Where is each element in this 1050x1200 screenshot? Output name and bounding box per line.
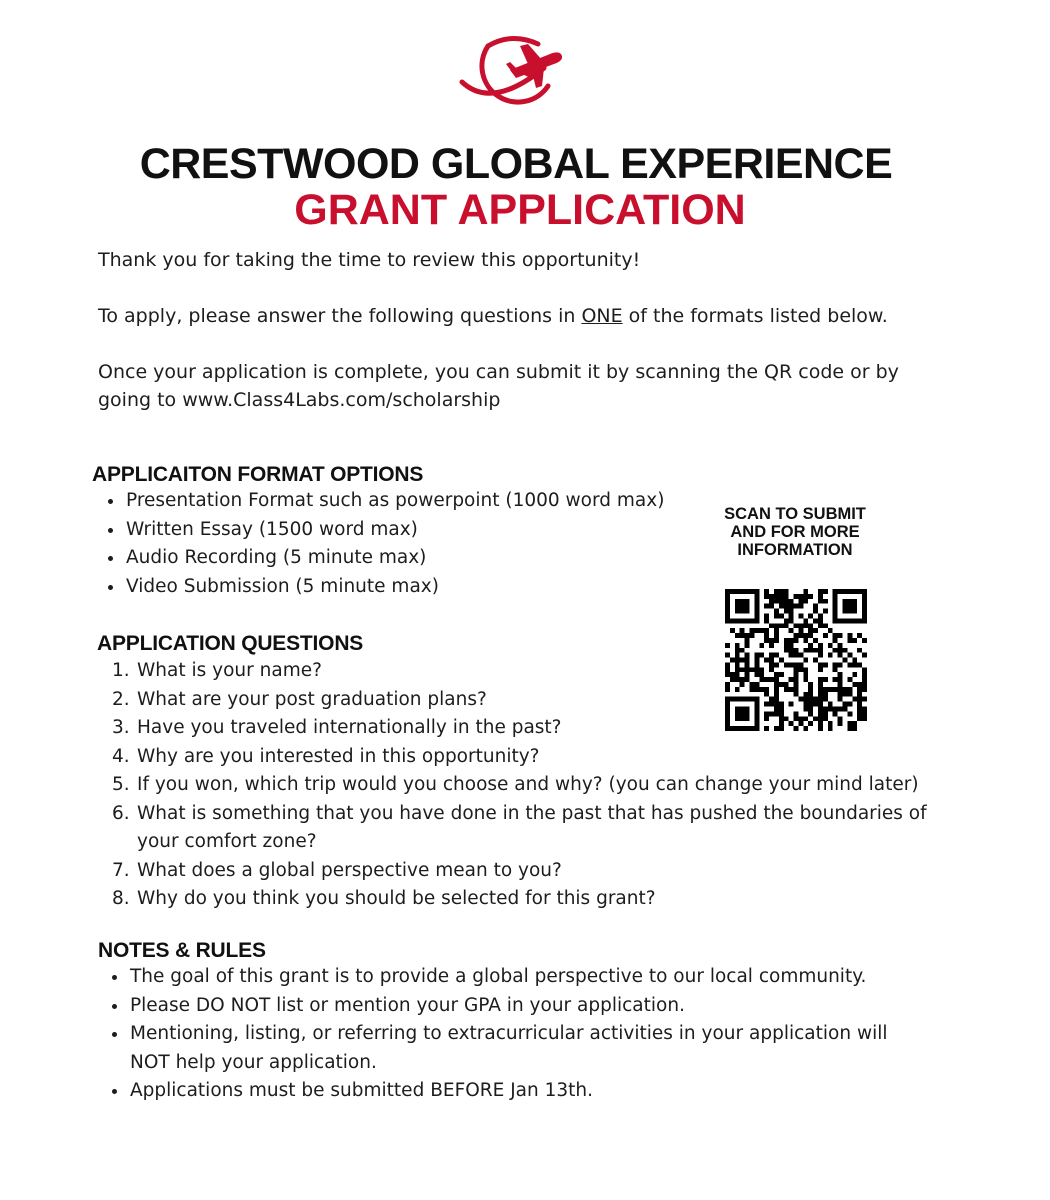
notes-heading: NOTES & RULES bbox=[98, 939, 266, 962]
intro-submit: Once your application is complete, you can submit it by scanning the QR code or by going to www.Class4Labs.com/scholarship bbox=[98, 361, 899, 411]
apply-text-before: To apply, please answer the following questions in bbox=[98, 305, 582, 327]
list-item: Presentation Format such as powerpoint (1000 word max) bbox=[104, 487, 704, 516]
list-item: The goal of this grant is to provide a global perspective to our local community. bbox=[108, 963, 928, 992]
intro-thanks: Thank you for taking the time to review this opportunity! bbox=[98, 249, 641, 271]
intro-apply bbox=[98, 302, 968, 330]
question-item bbox=[112, 771, 942, 800]
format-options-heading: APPLICAITON FORMAT OPTIONS bbox=[92, 463, 424, 486]
question-item bbox=[112, 714, 942, 743]
question-text: What are your post graduation plans? bbox=[137, 688, 487, 710]
page-title: CRESTWOOD GLOBAL EXPERIENCE bbox=[139, 140, 893, 188]
question-text: Have you traveled internationally in the past? bbox=[137, 717, 562, 738]
question-text: Why are you interested in this opportunity? bbox=[137, 745, 540, 767]
page-subtitle: GRANT APPLICATION bbox=[294, 186, 746, 234]
scan-caption-line: INFORMATION bbox=[737, 541, 853, 559]
question-item bbox=[112, 885, 942, 914]
question-number: 3. bbox=[112, 717, 130, 738]
question-text: If you won, which trip would you choose and why? (you can change your mind later) bbox=[137, 774, 919, 795]
question-item bbox=[112, 743, 942, 772]
list-item: Mentioning, listing, or referring to extracurricular activities in your application will NOT help your application. bbox=[108, 1020, 928, 1077]
question-number: 5. bbox=[112, 774, 130, 795]
question-text: Why do you think you should be selected for this grant? bbox=[137, 888, 656, 909]
scan-caption-line: SCAN TO SUBMIT bbox=[724, 505, 866, 523]
question-item bbox=[112, 800, 927, 857]
airplane-globe-icon bbox=[452, 28, 570, 116]
scan-caption-line: AND FOR MORE bbox=[730, 523, 860, 541]
list-item: Audio Recording (5 minute max) bbox=[104, 544, 704, 573]
question-item bbox=[112, 857, 942, 886]
list-item: Applications must be submitted BEFORE Jan 13th. bbox=[108, 1077, 928, 1106]
question-number: 8. bbox=[112, 888, 130, 909]
list-item: Video Submission (5 minute max) bbox=[104, 573, 704, 602]
question-text: What is your name? bbox=[137, 660, 322, 681]
question-item bbox=[112, 686, 942, 715]
apply-emphasis: ONE bbox=[581, 305, 623, 327]
format-options-list bbox=[104, 487, 704, 601]
question-number: 7. bbox=[112, 859, 130, 881]
list-item: Please DO NOT list or mention your GPA in your application. bbox=[108, 992, 928, 1021]
question-number: 6. bbox=[112, 802, 130, 824]
question-item bbox=[112, 657, 942, 686]
question-text: What does a global perspective mean to you? bbox=[137, 859, 562, 881]
questions-list bbox=[112, 657, 942, 914]
scan-caption bbox=[700, 505, 890, 559]
apply-text-after: of the formats listed below. bbox=[622, 305, 888, 327]
questions-heading: APPLICATION QUESTIONS bbox=[97, 632, 364, 655]
question-number: 2. bbox=[112, 688, 130, 710]
question-text: What is something that you have done in the past that has pushed the boundaries of your comfort zone? bbox=[137, 802, 927, 852]
question-number: 4. bbox=[112, 745, 130, 767]
notes-list bbox=[108, 963, 928, 1106]
list-item: Written Essay (1500 word max) bbox=[104, 516, 704, 545]
question-number: 1. bbox=[112, 660, 130, 681]
